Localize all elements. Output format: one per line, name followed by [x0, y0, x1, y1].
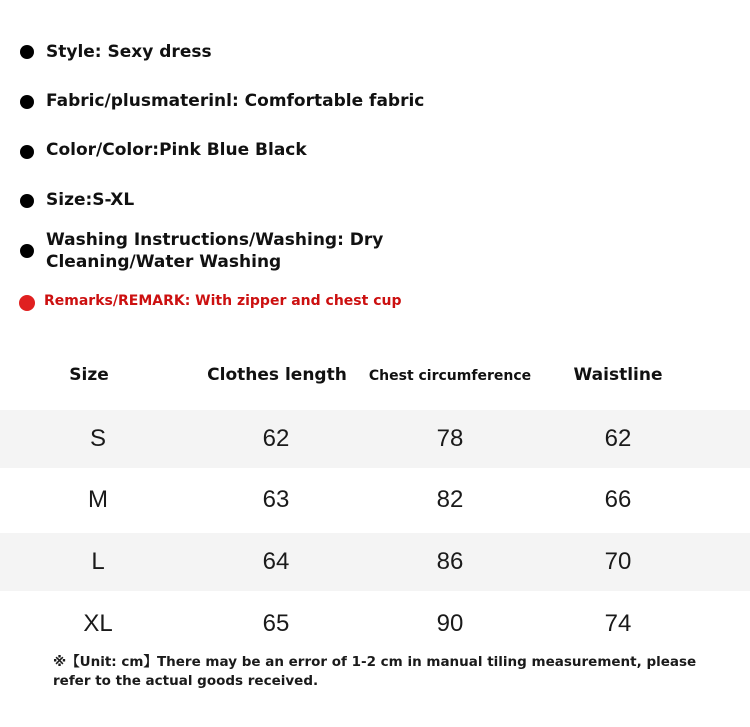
bullet-icon	[20, 45, 34, 59]
spec-washing-text-line2: Cleaning/Water Washing	[46, 252, 282, 272]
cell-size: L	[91, 548, 105, 575]
bullet-icon	[20, 194, 34, 208]
table-row	[0, 595, 750, 653]
spec-remarks-text: Remarks/REMARK: With zipper and chest cup	[44, 293, 402, 309]
red-bullet-icon	[19, 295, 35, 311]
measurement-footnote: ※【Unit: cm】There may be an error of 1-2 cm in manual tiling measurement, please refer to the actual goods received.	[53, 654, 697, 689]
spec-remarks	[0, 290, 750, 314]
cell-size: XL	[83, 610, 113, 637]
bullet-icon	[20, 145, 34, 159]
spec-style	[0, 40, 750, 64]
bullet-icon	[20, 95, 34, 109]
spec-fabric	[0, 89, 750, 113]
spec-fabric-text: Fabric/plusmaterinl: Comfortable fabric	[46, 91, 425, 111]
spec-style-text: Style: Sexy dress	[46, 42, 212, 62]
cell-waistline: 62	[604, 425, 632, 452]
cell-clothes-length: 62	[262, 425, 290, 452]
cell-waistline: 74	[604, 610, 632, 637]
cell-chest-circumference: 82	[436, 486, 464, 513]
spec-size	[0, 188, 750, 212]
header-size: Size	[69, 365, 109, 385]
cell-clothes-length: 65	[262, 610, 290, 637]
spec-color-text: Color/Color:Pink Blue Black	[46, 140, 307, 160]
spec-size-text: Size:S-XL	[46, 190, 135, 210]
table-row	[0, 471, 750, 529]
spec-color	[0, 138, 750, 162]
cell-waistline: 66	[604, 486, 632, 513]
cell-clothes-length: 64	[262, 548, 290, 575]
table-row	[0, 533, 750, 591]
cell-clothes-length: 63	[262, 486, 290, 513]
cell-chest-circumference: 86	[436, 548, 464, 575]
bullet-icon	[20, 244, 34, 258]
table-row	[0, 410, 750, 468]
header-waistline: Waistline	[573, 365, 663, 385]
spec-washing	[0, 228, 750, 274]
cell-size: M	[88, 486, 108, 513]
header-chest-circumference: Chest circumference	[368, 368, 532, 384]
cell-waistline: 70	[604, 548, 632, 575]
size-table-header	[0, 360, 750, 392]
cell-chest-circumference: 78	[436, 425, 464, 452]
cell-chest-circumference: 90	[436, 610, 464, 637]
cell-size: S	[89, 425, 107, 452]
header-clothes-length: Clothes length	[207, 365, 347, 385]
spec-washing-text-line1: Washing Instructions/Washing: Dry	[46, 230, 384, 250]
